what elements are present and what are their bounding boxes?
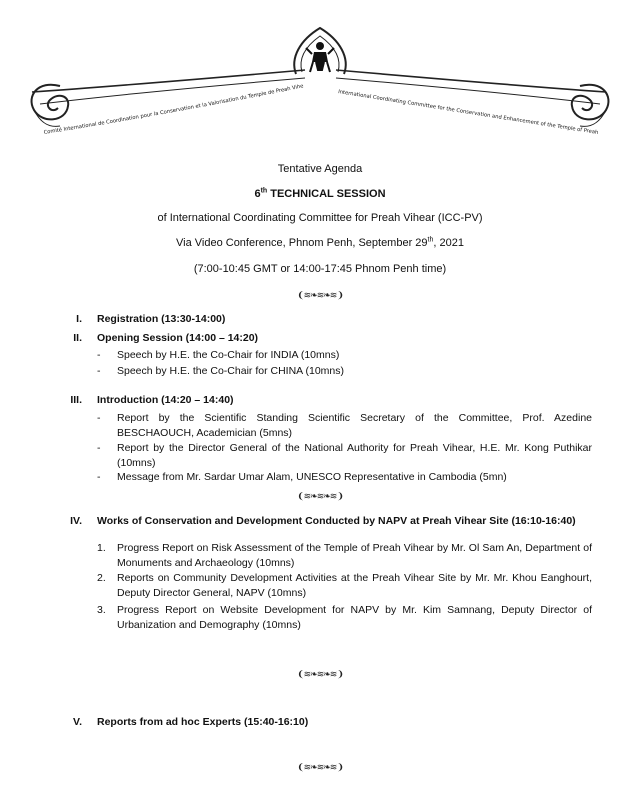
section-number: II. [73,332,82,344]
item-marker: 1. [97,542,106,554]
section-title: Works of Conservation and Development Conducted by NAPV at Preah Vihear Site (16:10-16:40) [97,515,576,527]
item-text: Reports on Community Development Activities at the Preah Vihear Site by Mr. Mr. Khou Eanghourt, Deputy Director General, NAPV (10mns) [117,572,592,599]
item-marker: 2. [97,572,106,584]
section-number: I. [76,313,82,325]
committee-line: of International Coordinating Committee for Preah Vihear (ICC-PV) [157,212,483,224]
session-title: 6th TECHNICAL SESSION [254,187,386,200]
time-line: (7:00-10:45 GMT or 14:00-17:45 Phnom Penh time) [193,263,447,275]
item-text: Report by the Scientific Standing Scientific Secretary of the Committee, Prof. Azedine BESCHAOUCH, Academician (5mns) [117,412,592,439]
section-number: IV. [70,515,82,527]
item-marker: - [97,442,101,454]
committee-emblem [0,0,640,148]
item-text: Speech by H.E. the Co-Chair for INDIA (10mns) [117,349,340,361]
item-marker: - [97,349,101,361]
venue-date-line: Via Video Conference, Phnom Penh, September 29th, 2021 [176,236,464,249]
item-text: Progress Report on Website Development for NAPV by Mr. Kim Samnang, Deputy Director of Urbanization and Demography (10mns) [117,604,592,631]
section-title: Opening Session (14:00 – 14:20) [97,332,259,344]
emblem-caption-left: Comité International de Coordination pour la Conservation et la Valorisation du Temple de Preah Vihe [43,83,305,136]
section-title: Registration (13:30-14:00) [97,313,226,325]
section-number: V. [73,716,82,728]
item-text: Progress Report on Risk Assessment of the Temple of Preah Vihear by Mr. Ol Sam An, Department of Monuments and Archaeology (10mns) [117,542,592,569]
item-text: Speech by H.E. the Co-Chair for CHINA (10mns) [117,365,345,377]
emblem-caption-right: International Coordinating Committee for the Conservation and Enhancement of the Temple of Preah [337,89,599,136]
item-marker: - [97,365,101,377]
item-marker: - [97,471,101,483]
section-number: III. [70,394,82,406]
svg-text:International Coordinating Com [0,0,599,136]
ornament-divider: ❨≋❧≋❧≋❩ [297,670,343,680]
agenda-title: Tentative Agenda [277,163,363,175]
section-title: Introduction (14:20 – 14:40) [97,394,234,406]
item-marker: 3. [97,604,106,616]
ornament-divider: ❨≋❧≋❧≋❩ [297,763,343,773]
ornament-divider: ❨≋❧≋❧≋❩ [297,291,343,301]
svg-text:Comité International de Coordi [0,0,304,136]
ornament-divider: ❨≋❧≋❧≋❩ [297,492,343,502]
section-title: Reports from ad hoc Experts (15:40-16:10) [97,716,309,728]
item-text: Report by the Director General of the National Authority for Preah Vihear, H.E. Mr. Kong Puthikar (10mns) [117,442,592,469]
item-text: Message from Mr. Sardar Umar Alam, UNESCO Representative in Cambodia (5mn) [117,471,507,483]
item-marker: - [97,412,101,424]
